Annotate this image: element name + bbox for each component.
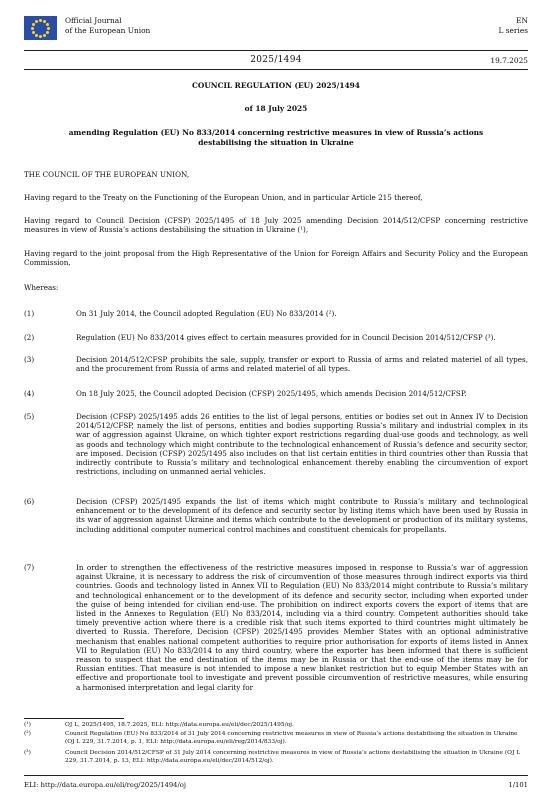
recital-text: On 18 July 2025, the Council adopted Decision (CFSP) 2025/1495, which amends Decision 2014/512/CFSP. bbox=[76, 389, 467, 398]
recital-text: Decision (CFSP) 2025/1495 expands the list of items which might contribute to Russia’s military and technological enhancement or to the development of its defence and security sector by listing items which have been used by Russia in its war of aggression against Ukraine and items which contribute to the development or production of its military systems, including additional computer numerical control machines and constituent chemicals for propellants. bbox=[76, 497, 528, 534]
recital-number: (1) bbox=[24, 309, 35, 318]
document-number: 2025/1494 bbox=[250, 55, 302, 65]
series-label: L series bbox=[498, 26, 528, 35]
recital-number: (3) bbox=[24, 355, 35, 364]
regard-treaty: Having regard to the Treaty on the Functioning of the European Union, and in particular Article 215 thereof, bbox=[24, 193, 423, 202]
footnote-text: Council Regulation (EU) No 833/2014 of 31 July 2014 concerning restrictive measures in view of Russia’s actions destabilising the situation in Ukraine (OJ L 229, 31.7.2014, p. 1, ELI: http://data.europa.eu/eli/reg/2014/833/oj). bbox=[65, 731, 518, 745]
eli-link[interactable]: ELI: http://data.europa.eu/eli/reg/2025/1494/oj bbox=[24, 781, 186, 789]
regulation-subject: amending Regulation (EU) No 833/2014 concerning restrictive measures in view of Russia’s actions destabilising the situation in Ukraine bbox=[68, 128, 484, 147]
recital-number: (6) bbox=[24, 497, 35, 506]
recital-text: Decision (CFSP) 2025/1495 adds 26 entities to the list of legal persons, entities or bodies set out in Annex IV to Decision 2014/512/CFSP, namely the list of persons, entities and bodies supporting Russia’s military and industrial complex in its war of aggression against Ukraine, on which tighter export restrictions regarding dual-use goods and technology, as well as goods and technology which might contribute to the technological enhancement of Russia’s defence and security sector, are imposed. Decision (CFSP) 2025/1495 also includes on that list certain entities in third countries other than Russia that indirectly contribute to Russia’s military and technological enhancement thereby enabling the circumvention of export restrictions, including on unmanned aerial vehicles. bbox=[76, 412, 528, 477]
footer-rule bbox=[24, 775, 528, 776]
recital-number: (4) bbox=[24, 389, 35, 398]
recital-text: In order to strengthen the effectiveness of the restrictive measures imposed in response to Russia’s war of aggression against Ukraine, it is necessary to address the risk of circumvention of those measures through indirect exports via third countries. Goods and technology listed in Annex VII to Regulation (EU) No 833/2014 might contribute to Russia’s military and technological enhancement or to the development of its defence and security sector, including when exported under the guise of being intended for civilian end-use. The prohibition on indirect exports covers the export of items that are listed in the Annexes to Regulation (EU) No 833/2014, including via a third country. Competent authorities should take timely preventive action where there is a credible risk that such items exported to third countries might ultimately be diverted to Russia. Therefore, Decision (CFSP) 2025/1495 provides Member States with an optional administrative mechanism that enables national competent authorities to require prior authorisation for exports of items listed in Annex VII to Regulation (EU) No 833/2014 to any third country, where the exporter has been informed that there is sufficient reason to suspect that the end destination of the items may be in Russia or that the end-use of the items may be for Russian entities. That measure is not intended to impose a new blanket restriction but to equip Member States with an effective and proportionate tool to investigate and prevent possible circumvention of restrictive measures, while ensuring a harmonised interpretation and legal clarity for bbox=[76, 563, 528, 692]
header-rule-lower bbox=[24, 69, 528, 70]
council-line: THE COUNCIL OF THE EUROPEAN UNION, bbox=[24, 170, 190, 179]
recital-number: (5) bbox=[24, 412, 35, 421]
regulation-title: COUNCIL REGULATION (EU) 2025/1494 bbox=[192, 81, 360, 90]
recital-number: (7) bbox=[24, 563, 35, 572]
whereas-label: Whereas: bbox=[24, 283, 59, 292]
journal-name bbox=[65, 16, 150, 36]
regard-decision: Having regard to Council Decision (CFSP) 2025/1495 of 18 July 2025 amending Decision 2014/512/CFSP concerning restrictive measures in view of Russia’s actions destabilising the situation in Ukraine (¹), bbox=[24, 216, 528, 235]
regulation-date: of 18 July 2025 bbox=[244, 104, 308, 113]
footnote-text: OJ L, 2025/1495, 18.7.2025, ELI: http://data.europa.eu/eli/dec/2025/1495/oj. bbox=[65, 722, 294, 728]
recital-text: Regulation (EU) No 833/2014 gives effect to certain measures provided for in Council Decision 2014/512/CFSP (³). bbox=[76, 333, 496, 342]
page-number: 1/101 bbox=[508, 781, 528, 789]
regard-proposal: Having regard to the joint proposal from the High Representative of the Union for Foreign Affairs and Security Policy and the European Commission, bbox=[24, 249, 528, 268]
recital-number: (2) bbox=[24, 333, 35, 342]
language-code: EN bbox=[516, 16, 528, 25]
journal-header bbox=[24, 16, 528, 46]
recital-text: Decision 2014/512/CFSP prohibits the sale, supply, transfer or export to Russia of arms and related materiel of all types, and the procurement from Russia of arms and related materiel of all types. bbox=[76, 355, 528, 374]
journal-line2: of the European Union bbox=[65, 26, 151, 35]
eu-flag-icon bbox=[24, 16, 57, 40]
publication-date: 19.7.2025 bbox=[490, 56, 528, 65]
footnote-number: (²) bbox=[24, 731, 31, 737]
header-rule bbox=[24, 50, 528, 51]
footnote-rule bbox=[24, 718, 124, 719]
footnote-number: (¹) bbox=[24, 722, 31, 728]
journal-line1: Official Journal bbox=[65, 16, 122, 25]
series-info bbox=[499, 16, 529, 36]
footnote-text: Council Decision 2014/512/CFSP of 31 July 2014 concerning restrictive measures in view of Russia’s actions destabilising the situation in Ukraine (OJ L 229, 31.7.2014, p. 13, ELI: http://data.europa.eu/eli/dec/2014/512/oj). bbox=[65, 750, 521, 764]
recital-text: On 31 July 2014, the Council adopted Regulation (EU) No 833/2014 (²). bbox=[76, 309, 337, 318]
footnote-number: (³) bbox=[24, 750, 31, 756]
